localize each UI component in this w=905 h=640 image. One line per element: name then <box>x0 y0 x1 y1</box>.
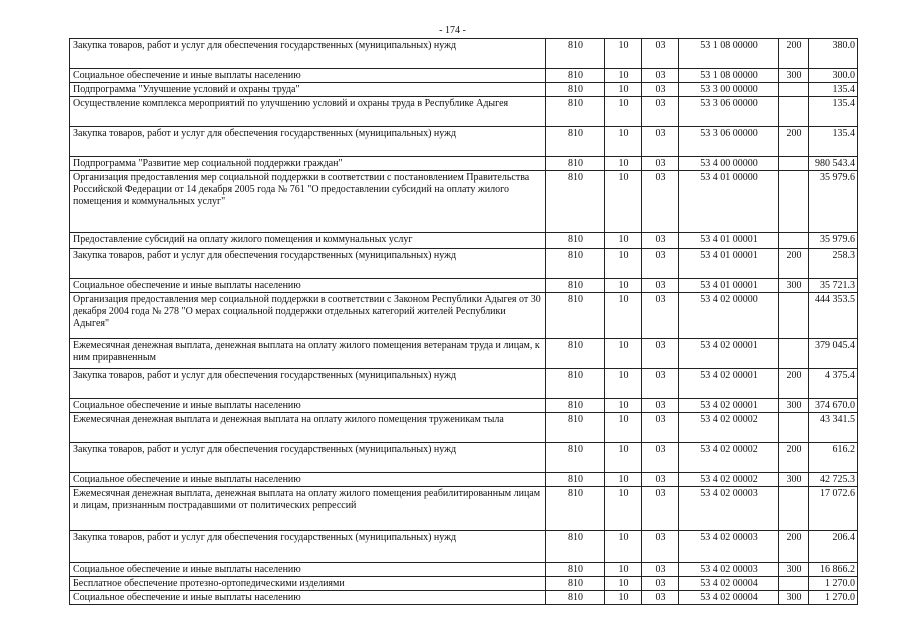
table-row <box>70 293 858 339</box>
table-body <box>70 39 858 605</box>
target-article-code: 53 3 00 00000 <box>679 83 779 97</box>
ministry-code: 810 <box>546 591 605 605</box>
expense-type-code: 200 <box>779 369 809 399</box>
target-article-code: 53 4 02 00001 <box>679 369 779 399</box>
item-name: Закупка товаров, работ и услуг для обеспечения государственных (муниципальных) нужд <box>70 39 546 69</box>
ministry-code: 810 <box>546 473 605 487</box>
table-row <box>70 83 858 97</box>
expense-type-code <box>779 487 809 531</box>
ministry-code: 810 <box>546 171 605 233</box>
subsection-code: 03 <box>642 531 679 563</box>
ministry-code: 810 <box>546 293 605 339</box>
section-code: 10 <box>605 443 642 473</box>
amount: 17 072.6 <box>809 487 858 531</box>
item-name: Социальное обеспечение и иные выплаты населению <box>70 473 546 487</box>
expense-type-code <box>779 233 809 249</box>
subsection-code: 03 <box>642 487 679 531</box>
table-row <box>70 157 858 171</box>
amount: 444 353.5 <box>809 293 858 339</box>
expense-type-code <box>779 293 809 339</box>
subsection-code: 03 <box>642 69 679 83</box>
section-code: 10 <box>605 83 642 97</box>
table-row <box>70 443 858 473</box>
table-row <box>70 233 858 249</box>
table-row <box>70 531 858 563</box>
target-article-code: 53 4 02 00001 <box>679 399 779 413</box>
table-row <box>70 97 858 127</box>
section-code: 10 <box>605 293 642 339</box>
item-name: Организация предоставления мер социальной поддержки в соответствии с постановлением Правительства Российской Федерации от 14 декабря 2005 года № 761 "О предоставлении субсидий на оплату жилого помещения и коммунальных услуг" <box>70 171 546 233</box>
table-row <box>70 591 858 605</box>
amount: 135.4 <box>809 83 858 97</box>
expense-type-code <box>779 339 809 369</box>
amount: 379 045.4 <box>809 339 858 369</box>
table-row <box>70 413 858 443</box>
target-article-code: 53 4 02 00002 <box>679 473 779 487</box>
subsection-code: 03 <box>642 157 679 171</box>
subsection-code: 03 <box>642 473 679 487</box>
section-code: 10 <box>605 97 642 127</box>
expense-type-code: 300 <box>779 591 809 605</box>
expense-type-code: 200 <box>779 39 809 69</box>
section-code: 10 <box>605 531 642 563</box>
amount: 374 670.0 <box>809 399 858 413</box>
target-article-code: 53 4 02 00003 <box>679 563 779 577</box>
ministry-code: 810 <box>546 69 605 83</box>
item-name: Закупка товаров, работ и услуг для обеспечения государственных (муниципальных) нужд <box>70 369 546 399</box>
section-code: 10 <box>605 157 642 171</box>
target-article-code: 53 4 02 00003 <box>679 487 779 531</box>
expense-type-code: 300 <box>779 69 809 83</box>
target-article-code: 53 4 01 00001 <box>679 249 779 279</box>
subsection-code: 03 <box>642 97 679 127</box>
ministry-code: 810 <box>546 531 605 563</box>
section-code: 10 <box>605 591 642 605</box>
table-row <box>70 473 858 487</box>
amount: 980 543.4 <box>809 157 858 171</box>
target-article-code: 53 4 02 00002 <box>679 413 779 443</box>
ministry-code: 810 <box>546 577 605 591</box>
ministry-code: 810 <box>546 157 605 171</box>
table-row <box>70 399 858 413</box>
expense-type-code <box>779 157 809 171</box>
item-name: Ежемесячная денежная выплата, денежная выплата на оплату жилого помещения ветеранам труда и лицам, к ним приравненным <box>70 339 546 369</box>
section-code: 10 <box>605 473 642 487</box>
amount: 35 979.6 <box>809 233 858 249</box>
ministry-code: 810 <box>546 279 605 293</box>
expense-type-code <box>779 413 809 443</box>
subsection-code: 03 <box>642 591 679 605</box>
subsection-code: 03 <box>642 249 679 279</box>
expense-type-code: 200 <box>779 249 809 279</box>
amount: 35 721.3 <box>809 279 858 293</box>
item-name: Предоставление субсидий на оплату жилого помещения и коммунальных услуг <box>70 233 546 249</box>
table-row <box>70 563 858 577</box>
expense-type-code <box>779 97 809 127</box>
section-code: 10 <box>605 369 642 399</box>
table-row <box>70 279 858 293</box>
item-name: Организация предоставления мер социальной поддержки в соответствии с Законом Республики Адыгея от 30 декабря 2004 года № 278 "О мерах социальной поддержки отдельных категорий жителей Республики Адыгея" <box>70 293 546 339</box>
item-name: Подпрограмма "Развитие мер социальной поддержки граждан" <box>70 157 546 171</box>
subsection-code: 03 <box>642 39 679 69</box>
section-code: 10 <box>605 39 642 69</box>
subsection-code: 03 <box>642 293 679 339</box>
expense-type-code: 200 <box>779 531 809 563</box>
section-code: 10 <box>605 233 642 249</box>
amount: 380.0 <box>809 39 858 69</box>
subsection-code: 03 <box>642 233 679 249</box>
amount: 1 270.0 <box>809 591 858 605</box>
amount: 4 375.4 <box>809 369 858 399</box>
ministry-code: 810 <box>546 39 605 69</box>
item-name: Социальное обеспечение и иные выплаты населению <box>70 69 546 83</box>
section-code: 10 <box>605 413 642 443</box>
expense-type-code: 300 <box>779 279 809 293</box>
ministry-code: 810 <box>546 83 605 97</box>
target-article-code: 53 4 01 00000 <box>679 171 779 233</box>
amount: 42 725.3 <box>809 473 858 487</box>
ministry-code: 810 <box>546 443 605 473</box>
target-article-code: 53 3 06 00000 <box>679 127 779 157</box>
subsection-code: 03 <box>642 171 679 233</box>
ministry-code: 810 <box>546 233 605 249</box>
ministry-code: 810 <box>546 339 605 369</box>
item-name: Закупка товаров, работ и услуг для обеспечения государственных (муниципальных) нужд <box>70 127 546 157</box>
subsection-code: 03 <box>642 279 679 293</box>
target-article-code: 53 4 01 00001 <box>679 279 779 293</box>
table-row <box>70 249 858 279</box>
amount: 206.4 <box>809 531 858 563</box>
item-name: Подпрограмма "Улучшение условий и охраны труда" <box>70 83 546 97</box>
ministry-code: 810 <box>546 563 605 577</box>
target-article-code: 53 4 00 00000 <box>679 157 779 171</box>
target-article-code: 53 4 02 00003 <box>679 531 779 563</box>
item-name: Осуществление комплекса мероприятий по улучшению условий и охраны труда в Республике Адыгея <box>70 97 546 127</box>
target-article-code: 53 1 08 00000 <box>679 69 779 83</box>
expense-type-code <box>779 577 809 591</box>
amount: 1 270.0 <box>809 577 858 591</box>
table-row <box>70 69 858 83</box>
table-row <box>70 577 858 591</box>
amount: 616.2 <box>809 443 858 473</box>
table-row <box>70 127 858 157</box>
section-code: 10 <box>605 127 642 157</box>
ministry-code: 810 <box>546 127 605 157</box>
subsection-code: 03 <box>642 577 679 591</box>
subsection-code: 03 <box>642 413 679 443</box>
item-name: Закупка товаров, работ и услуг для обеспечения государственных (муниципальных) нужд <box>70 443 546 473</box>
ministry-code: 810 <box>546 97 605 127</box>
section-code: 10 <box>605 399 642 413</box>
section-code: 10 <box>605 171 642 233</box>
section-code: 10 <box>605 577 642 591</box>
table-row <box>70 171 858 233</box>
amount: 43 341.5 <box>809 413 858 443</box>
target-article-code: 53 1 08 00000 <box>679 39 779 69</box>
expense-type-code: 300 <box>779 399 809 413</box>
target-article-code: 53 3 06 00000 <box>679 97 779 127</box>
section-code: 10 <box>605 339 642 369</box>
section-code: 10 <box>605 279 642 293</box>
subsection-code: 03 <box>642 339 679 369</box>
amount: 35 979.6 <box>809 171 858 233</box>
item-name: Закупка товаров, работ и услуг для обеспечения государственных (муниципальных) нужд <box>70 249 546 279</box>
amount: 135.4 <box>809 97 858 127</box>
target-article-code: 53 4 02 00001 <box>679 339 779 369</box>
subsection-code: 03 <box>642 563 679 577</box>
item-name: Социальное обеспечение и иные выплаты населению <box>70 563 546 577</box>
target-article-code: 53 4 02 00000 <box>679 293 779 339</box>
subsection-code: 03 <box>642 127 679 157</box>
item-name: Социальное обеспечение и иные выплаты населению <box>70 279 546 293</box>
target-article-code: 53 4 02 00004 <box>679 591 779 605</box>
ministry-code: 810 <box>546 249 605 279</box>
section-code: 10 <box>605 563 642 577</box>
section-code: 10 <box>605 487 642 531</box>
item-name: Социальное обеспечение и иные выплаты населению <box>70 399 546 413</box>
amount: 258.3 <box>809 249 858 279</box>
page-number: - 174 - <box>439 25 466 36</box>
ministry-code: 810 <box>546 399 605 413</box>
item-name: Социальное обеспечение и иные выплаты населению <box>70 591 546 605</box>
ministry-code: 810 <box>546 369 605 399</box>
target-article-code: 53 4 02 00004 <box>679 577 779 591</box>
table-row <box>70 39 858 69</box>
table-row <box>70 369 858 399</box>
table-row <box>70 487 858 531</box>
expense-type-code: 300 <box>779 473 809 487</box>
expense-type-code: 200 <box>779 127 809 157</box>
subsection-code: 03 <box>642 399 679 413</box>
expense-type-code <box>779 171 809 233</box>
item-name: Ежемесячная денежная выплата и денежная выплата на оплату жилого помещения труженикам тыла <box>70 413 546 443</box>
section-code: 10 <box>605 249 642 279</box>
item-name: Ежемесячная денежная выплата, денежная выплата на оплату жилого помещения реабилитированным лицам и лицам, признанным пострадавшими от политических репрессий <box>70 487 546 531</box>
subsection-code: 03 <box>642 443 679 473</box>
section-code: 10 <box>605 69 642 83</box>
expense-type-code: 200 <box>779 443 809 473</box>
expense-type-code <box>779 83 809 97</box>
target-article-code: 53 4 02 00002 <box>679 443 779 473</box>
amount: 300.0 <box>809 69 858 83</box>
subsection-code: 03 <box>642 369 679 399</box>
subsection-code: 03 <box>642 83 679 97</box>
amount: 135.4 <box>809 127 858 157</box>
amount: 16 866.2 <box>809 563 858 577</box>
target-article-code: 53 4 01 00001 <box>679 233 779 249</box>
item-name: Бесплатное обеспечение протезно-ортопедическими изделиями <box>70 577 546 591</box>
ministry-code: 810 <box>546 487 605 531</box>
budget-table <box>69 38 858 605</box>
expense-type-code: 300 <box>779 563 809 577</box>
item-name: Закупка товаров, работ и услуг для обеспечения государственных (муниципальных) нужд <box>70 531 546 563</box>
ministry-code: 810 <box>546 413 605 443</box>
table-row <box>70 339 858 369</box>
